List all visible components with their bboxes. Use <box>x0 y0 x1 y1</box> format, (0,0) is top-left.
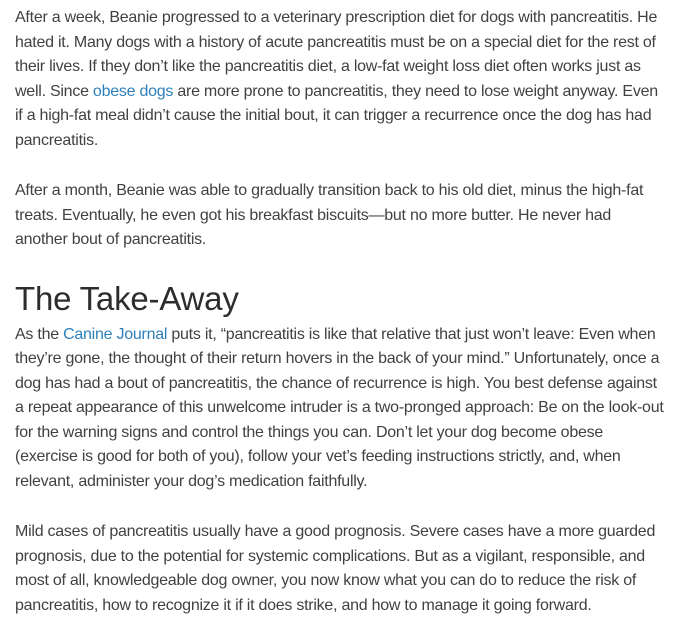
paragraph-text: puts it, “pancreatitis is like that relative that just won’t leave: Even when they’re gone, the thought of their return hovers in the back of your mind.” Unfortunately, once a dog has had a bout of pancreatitis, the chance of recurrence is high. You best defense against a repeat appearance of this unwelcome intruder is a two-pronged approach: Be on the look-out for the warning signs and control the things you can. Don’t let your dog become obese (exercise is good for both of you), follow your vet’s feeding instructions strictly, and, when relevant, administer your dog’s medication faithfully. <box>15 325 664 490</box>
canine-journal-link[interactable]: Canine Journal <box>63 325 168 343</box>
paragraph-prescription-diet <box>15 6 665 153</box>
paragraph-prognosis: Mild cases of pancreatitis usually have a good prognosis. Severe cases have a more guarded prognosis, due to the potential for systemic complications. But as a vigilant, responsible, and most of all, knowledgeable dog owner, you now know what you can do to reduce the risk of pancreatitis, how to recognize it if it does strike, and how to manage it going forward. <box>15 523 656 614</box>
section-heading-take-away: The Take-Away <box>15 279 239 317</box>
paragraph-take-away <box>15 323 665 495</box>
paragraph-old-diet-transition: After a month, Beanie was able to gradually transition back to his old diet, minus the high-fat treats. Eventually, he even got his breakfast biscuits—but no more butter. He never had another bout of pancreatitis. <box>15 182 644 248</box>
obese-dogs-link[interactable]: obese dogs <box>92 82 174 100</box>
paragraph-text: After a week, Beanie progressed to a veterinary prescription diet for dogs with pancreatitis. He hated it. Many dogs with a history of acute pancreatitis must be on a special diet for the rest of their lives. If they don’t like the pancreatitis diet, a low-fat weight loss diet often works just as well. Since <box>15 9 658 100</box>
paragraph-text: are more prone to pancreatitis, they need to lose weight anyway. Even if a high-fat meal didn’t cause the initial bout, it can trigger a recurrence once the dog has had pancreatitis. <box>15 82 658 149</box>
paragraph-text: As the <box>15 325 64 343</box>
